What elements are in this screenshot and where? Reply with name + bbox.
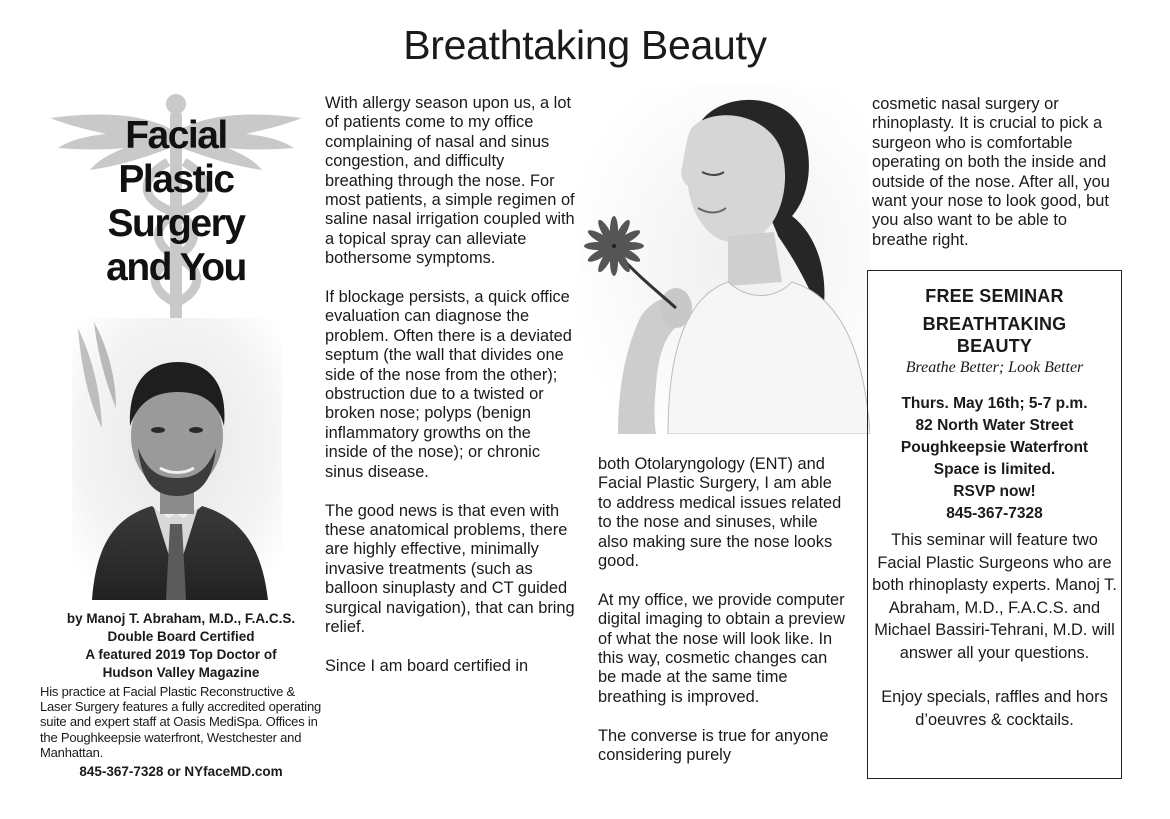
paragraph: With allergy season upon us, a lot of patients come to my office complaining of nasal and sinus congestion, and difficulty breathing through the nose. For most patients, a simple regimen of saline nasal irrigation coupled with a topical spray can alleviate bothersome symptoms. <box>325 94 575 268</box>
seminar-location: Poughkeepsie Waterfront <box>900 439 1089 456</box>
seminar-phone: 845-367-7328 <box>946 505 1043 522</box>
logo <box>40 92 312 336</box>
seminar-description: This seminar will feature two Facial Plastic Surgeons who are both rhinoplasty experts. Manoj T. Abraham, M.D., F.A.C.S. and Michael Bassiri-Tehrani, M.D. will answer all your questions. <box>872 531 1117 662</box>
author-byline <box>40 610 322 779</box>
logo-line: Facial <box>125 114 227 157</box>
page-title: Breathtaking Beauty <box>403 22 767 68</box>
paragraph: The converse is true for anyone considering purely <box>598 726 829 765</box>
seminar-box <box>867 270 1122 779</box>
logo-title <box>40 114 312 290</box>
logo-line: Surgery <box>107 202 245 245</box>
seminar-extras: Enjoy specials, raffles and hors d’oeuvres & cocktails. <box>881 688 1108 729</box>
author-bio: His practice at Facial Plastic Reconstructive & Laser Surgery features a fully accredited operating suite and expert staff at Oasis MediSpa. Offices in the Poughkeepsie waterfront, Westchester and Manhattan. <box>40 684 322 760</box>
seminar-title: BEAUTY <box>956 336 1033 356</box>
paragraph: If blockage persists, a quick office evaluation can diagnose the problem. Often there is a deviated septum (the wall that divides one side of the nose from the other); obstruction due to a twisted or broken nose; polyps (benign inflammatory growths on the inside of the nose); or chronic sinus disease. <box>325 288 572 481</box>
seminar-tagline: Breathe Better; Look Better <box>905 359 1084 376</box>
seminar-heading: FREE SEMINAR <box>925 286 1064 306</box>
paragraph: Since I am board certified in <box>325 656 529 675</box>
seminar-date: Thurs. May 16th; 5-7 p.m. <box>901 395 1088 412</box>
article-column-1 <box>325 94 575 676</box>
doctor-portrait <box>72 318 282 600</box>
seminar-rsvp: RSVP now! <box>953 483 1036 500</box>
paragraph: cosmetic nasal surgery or rhinoplasty. It is crucial to pick a surgeon who is comfortable operating on both the inside and outside of the nose. After all, you want your nose to look good, but you also want to be able to breathe right. <box>872 95 1110 249</box>
logo-line: and You <box>106 246 246 289</box>
article-column-2 <box>598 455 848 765</box>
paragraph: both Otolaryngology (ENT) and Facial Plastic Surgery, I am able to address medical issues related to the nose and sinuses, while also making sure the nose looks good. <box>598 455 842 571</box>
seminar-address: 82 North Water Street <box>915 417 1074 434</box>
seminar-limited: Space is limited. <box>933 461 1056 478</box>
seminar-title: BREATHTAKING <box>922 314 1067 334</box>
author-contact: 845-367-7328 or NYfaceMD.com <box>79 764 283 780</box>
logo-line: Plastic <box>118 158 234 201</box>
award-line: A featured 2019 Top Doctor of <box>85 647 277 662</box>
author-credential: Double Board Certified <box>107 629 255 644</box>
article-column-3 <box>872 95 1122 250</box>
paragraph: The good news is that even with these anatomical problems, there are highly effective, minimally invasive treatments (such as balloon sinuplasty and CT guided surgical navigation), that can bring relief. <box>325 501 575 636</box>
award-line: Hudson Valley Magazine <box>102 665 260 680</box>
paragraph: At my office, we provide computer digital imaging to obtain a preview of what the nose will look like. In this way, cosmetic changes can be made at the same time breathing is improved. <box>598 590 845 706</box>
woman-smelling-flower-photo <box>578 86 870 434</box>
author-name: by Manoj T. Abraham, M.D., F.A.C.S. <box>66 611 296 626</box>
